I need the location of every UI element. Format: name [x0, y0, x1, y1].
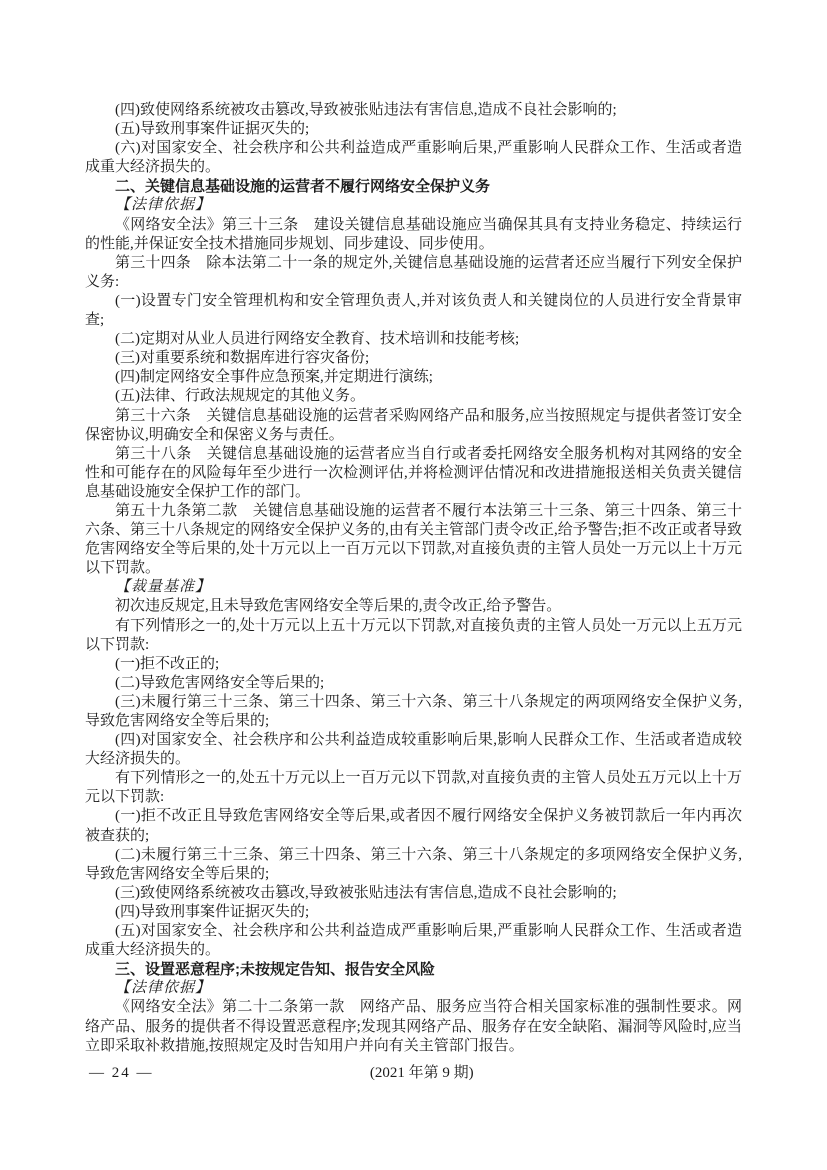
paragraph: (二)未履行第三十三条、第三十四条、第三十六条、第三十八条规定的多项网络安全保护义务,导致危害网络安全等后果的; — [85, 846, 742, 882]
page-footer — [85, 1062, 742, 1084]
paragraph: 《网络安全法》第二十二条第一款 网络产品、服务应当符合相关国家标准的强制性要求。网络产品、服务的提供者不得设置恶意程序;发现其网络产品、服务存在安全缺陷、漏洞等风险时,应当立即采取补救措施,按照规定及时告知用户并向有关主管部门报告。 — [85, 999, 742, 1054]
paragraph: 第三十六条 关键信息基础设施的运营者采购网络产品和服务,应当按照规定与提供者签订安全保密协议,明确安全和保密义务与责任。 — [85, 407, 742, 443]
paragraph: (六)对国家安全、社会秩序和公共利益造成严重影响后果,严重影响人民群众工作、生活或者造成重大经济损失的。 — [85, 140, 742, 176]
page-number: — 24 — — [89, 1065, 154, 1081]
paragraph: (一)拒不改正且导致危害网络安全等后果,或者因不履行网络安全保护义务被罚款后一年内再次被查获的; — [85, 808, 742, 844]
paragraph: (四)制定网络安全事件应急预案,并定期进行演练; — [115, 369, 433, 386]
bracket-label: 【裁量基准】 — [115, 579, 212, 596]
paragraph: (五)法律、行政法规规定的其他义务。 — [115, 388, 365, 405]
paragraph: 有下列情形之一的,处五十万元以上一百万元以下罚款,对直接负责的主管人员处五万元以上十万元以下罚款: — [85, 770, 742, 806]
paragraph: (三)未履行第三十三条、第三十四条、第三十六条、第三十八条规定的两项网络安全保护义务,导致危害网络安全等后果的; — [85, 693, 742, 729]
section-heading: 三、设置恶意程序;未按规定告知、报告安全风险 — [115, 961, 435, 979]
paragraph: (二)导致危害网络安全等后果的; — [115, 674, 325, 691]
paragraph: (三)对重要系统和数据库进行容灾备份; — [115, 350, 370, 367]
paragraph: (一)拒不改正的; — [115, 655, 220, 672]
document-body — [85, 101, 742, 1056]
paragraph: (一)设置专门安全管理机构和安全管理负责人,并对该负责人和关键岗位的人员进行安全背景审查; — [85, 292, 742, 329]
paragraph: 第五十九条第二款 关键信息基础设施的运营者不履行本法第三十三条、第三十四条、第三十六条、第三十八条规定的网络安全保护义务的,由有关主管部门责令改正,给予警告;拒不改正或者导致危害网络安全等后果的,处十万元以上一百万元以下罚款,对直接负责的主管人员处一万元以上十万元以下罚款。 — [85, 502, 742, 577]
paragraph: 《网络安全法》第三十三条 建设关键信息基础设施应当确保其具有支持业务稳定、持续运行的性能,并保证安全技术措施同步规划、同步建设、同步使用。 — [85, 216, 742, 252]
paragraph: (四)致使网络系统被攻击篡改,导致被张贴违法有害信息,造成不良社会影响的; — [115, 102, 617, 118]
issue-label: (2021 年第 9 期) — [369, 1065, 474, 1081]
paragraph: 初次违反规定,且未导致危害网络安全等后果的,责令改正,给予警告。 — [115, 598, 562, 615]
paragraph: (四)导致刑事案件证据灭失的; — [115, 903, 310, 920]
paragraph: 第三十四条 除本法第二十一条的规定外,关键信息基础设施的运营者还应当履行下列安全保护义务: — [85, 254, 742, 290]
section-heading: 二、关键信息基础设施的运营者不履行网络安全保护义务 — [115, 178, 491, 196]
paragraph: (五)导致刑事案件证据灭失的; — [115, 121, 310, 138]
paragraph: 有下列情形之一的,处十万元以上五十万元以下罚款,对直接负责的主管人员处一万元以上五万元以下罚款: — [85, 617, 742, 653]
paragraph: (二)定期对从业人员进行网络安全教育、技术培训和技能考核; — [115, 331, 520, 348]
paragraph: 第三十八条 关键信息基础设施的运营者应当自行或者委托网络安全服务机构对其网络的安全性和可能存在的风险每年至少进行一次检测评估,并将检测评估情况和改进措施报送相关负责关键信息基础设施安全保护工作的部门。 — [85, 445, 742, 500]
paragraph: (四)对国家安全、社会秩序和公共利益造成较重影响后果,影响人民群众工作、生活或者造成较大经济损失的。 — [85, 732, 742, 768]
bracket-label: 【法律依据】 — [115, 980, 212, 997]
bracket-label: 【法律依据】 — [115, 197, 212, 214]
paragraph: (五)对国家安全、社会秩序和公共利益造成严重影响后果,严重影响人民群众工作、生活或者造成重大经济损失的。 — [85, 923, 742, 959]
paragraph: (三)致使网络系统被攻击篡改,导致被张贴违法有害信息,造成不良社会影响的; — [115, 884, 617, 901]
